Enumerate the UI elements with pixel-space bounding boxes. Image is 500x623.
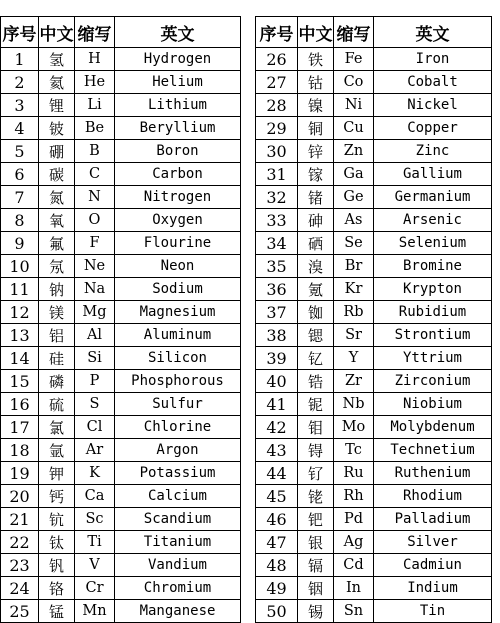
- element-english-name: Selenium: [374, 232, 492, 255]
- element-english-name: Neon: [115, 255, 241, 278]
- element-chinese-name: 铷: [298, 301, 334, 324]
- element-chinese-name: 铝: [39, 324, 75, 347]
- element-number: 25: [1, 600, 39, 623]
- element-number: 20: [1, 485, 39, 508]
- element-number: 24: [1, 577, 39, 600]
- element-symbol: Ne: [75, 255, 115, 278]
- element-number: 6: [1, 163, 39, 186]
- element-english-name: Rhodium: [374, 485, 492, 508]
- element-english-name: Magnesium: [115, 301, 241, 324]
- element-chinese-name: 氩: [39, 439, 75, 462]
- element-symbol: Kr: [334, 278, 374, 301]
- element-symbol: Pd: [334, 508, 374, 531]
- table-row: [256, 554, 492, 577]
- element-chinese-name: 溴: [298, 255, 334, 278]
- header-number: 序号: [1, 17, 39, 48]
- element-symbol: Cr: [75, 577, 115, 600]
- header-symbol: 缩写: [334, 17, 374, 48]
- element-symbol: Cd: [334, 554, 374, 577]
- element-chinese-name: 氮: [39, 186, 75, 209]
- header-symbol: 缩写: [75, 17, 115, 48]
- element-english-name: Nickel: [374, 94, 492, 117]
- element-number: 11: [1, 278, 39, 301]
- element-english-name: Bromine: [374, 255, 492, 278]
- table-row: [1, 186, 241, 209]
- element-english-name: Aluminum: [115, 324, 241, 347]
- element-number: 47: [256, 531, 298, 554]
- header-english-name: 英文: [374, 17, 492, 48]
- element-symbol: Ti: [75, 531, 115, 554]
- element-symbol: Mn: [75, 600, 115, 623]
- element-english-name: Arsenic: [374, 209, 492, 232]
- element-english-name: Helium: [115, 71, 241, 94]
- element-chinese-name: 碳: [39, 163, 75, 186]
- element-english-name: Iron: [374, 48, 492, 71]
- element-chinese-name: 钪: [39, 508, 75, 531]
- element-english-name: Carbon: [115, 163, 241, 186]
- element-chinese-name: 钴: [298, 71, 334, 94]
- element-chinese-name: 铜: [298, 117, 334, 140]
- element-number: 36: [256, 278, 298, 301]
- element-symbol: Cl: [75, 416, 115, 439]
- element-table-right-body: [256, 48, 492, 623]
- element-number: 23: [1, 554, 39, 577]
- element-chinese-name: 氧: [39, 209, 75, 232]
- element-symbol: Ge: [334, 186, 374, 209]
- element-chinese-name: 铁: [298, 48, 334, 71]
- element-number: 39: [256, 347, 298, 370]
- table-row: [1, 416, 241, 439]
- element-english-name: Cadmiun: [374, 554, 492, 577]
- element-number: 49: [256, 577, 298, 600]
- element-chinese-name: 锌: [298, 140, 334, 163]
- table-row: [1, 485, 241, 508]
- element-table-left: [0, 16, 241, 623]
- element-symbol: N: [75, 186, 115, 209]
- element-number: 38: [256, 324, 298, 347]
- table-row: [1, 347, 241, 370]
- element-english-name: Oxygen: [115, 209, 241, 232]
- table-row: [1, 600, 241, 623]
- element-chinese-name: 钼: [298, 416, 334, 439]
- element-symbol: Co: [334, 71, 374, 94]
- element-english-name: Beryllium: [115, 117, 241, 140]
- element-number: 5: [1, 140, 39, 163]
- element-number: 22: [1, 531, 39, 554]
- element-number: 16: [1, 393, 39, 416]
- table-row: [256, 416, 492, 439]
- element-symbol: P: [75, 370, 115, 393]
- element-symbol: Al: [75, 324, 115, 347]
- element-chinese-name: 钠: [39, 278, 75, 301]
- element-english-name: Zirconium: [374, 370, 492, 393]
- table-row: [256, 324, 492, 347]
- element-chinese-name: 锶: [298, 324, 334, 347]
- element-chinese-name: 铬: [39, 577, 75, 600]
- element-number: 31: [256, 163, 298, 186]
- element-symbol: Y: [334, 347, 374, 370]
- element-chinese-name: 磷: [39, 370, 75, 393]
- element-english-name: Zinc: [374, 140, 492, 163]
- element-english-name: Silver: [374, 531, 492, 554]
- element-number: 2: [1, 71, 39, 94]
- table-row: [256, 71, 492, 94]
- element-symbol: Se: [334, 232, 374, 255]
- element-symbol: Ga: [334, 163, 374, 186]
- element-symbol: Cu: [334, 117, 374, 140]
- table-row: [256, 255, 492, 278]
- element-number: 40: [256, 370, 298, 393]
- table-row: [256, 48, 492, 71]
- element-chinese-name: 锆: [298, 370, 334, 393]
- element-chinese-name: 硅: [39, 347, 75, 370]
- element-number: 8: [1, 209, 39, 232]
- element-english-name: Chromium: [115, 577, 241, 600]
- element-english-name: Molybdenum: [374, 416, 492, 439]
- element-symbol: In: [334, 577, 374, 600]
- element-number: 3: [1, 94, 39, 117]
- element-number: 30: [256, 140, 298, 163]
- element-number: 45: [256, 485, 298, 508]
- table-row: [1, 71, 241, 94]
- table-row: [256, 600, 492, 623]
- element-chinese-name: 铟: [298, 577, 334, 600]
- table-row: [1, 301, 241, 324]
- element-symbol: Nb: [334, 393, 374, 416]
- element-english-name: Sulfur: [115, 393, 241, 416]
- element-chinese-name: 氯: [39, 416, 75, 439]
- element-symbol: Zr: [334, 370, 374, 393]
- element-english-name: Boron: [115, 140, 241, 163]
- element-symbol: Sc: [75, 508, 115, 531]
- element-english-name: Potassium: [115, 462, 241, 485]
- element-chinese-name: 银: [298, 531, 334, 554]
- table-row: [1, 278, 241, 301]
- element-number: 15: [1, 370, 39, 393]
- element-english-name: Calcium: [115, 485, 241, 508]
- table-row: [256, 163, 492, 186]
- element-number: 28: [256, 94, 298, 117]
- element-chinese-name: 钯: [298, 508, 334, 531]
- element-symbol: Fe: [334, 48, 374, 71]
- element-symbol: Tc: [334, 439, 374, 462]
- element-symbol: Si: [75, 347, 115, 370]
- element-chinese-name: 氟: [39, 232, 75, 255]
- element-chinese-name: 砷: [298, 209, 334, 232]
- element-table-right: [255, 16, 492, 623]
- element-number: 26: [256, 48, 298, 71]
- element-english-name: Sodium: [115, 278, 241, 301]
- element-symbol: Br: [334, 255, 374, 278]
- element-chinese-name: 钾: [39, 462, 75, 485]
- element-english-name: Titanium: [115, 531, 241, 554]
- element-chinese-name: 镓: [298, 163, 334, 186]
- element-number: 4: [1, 117, 39, 140]
- element-english-name: Silicon: [115, 347, 241, 370]
- element-chinese-name: 硒: [298, 232, 334, 255]
- element-symbol: Rb: [334, 301, 374, 324]
- table-row: [256, 370, 492, 393]
- element-chinese-name: 锂: [39, 94, 75, 117]
- table-row: [256, 278, 492, 301]
- element-symbol: B: [75, 140, 115, 163]
- element-symbol: Mg: [75, 301, 115, 324]
- table-row: [1, 393, 241, 416]
- table-row: [256, 393, 492, 416]
- table-row: [256, 531, 492, 554]
- element-symbol: C: [75, 163, 115, 186]
- element-symbol: Mo: [334, 416, 374, 439]
- element-english-name: Chlorine: [115, 416, 241, 439]
- element-english-name: Nitrogen: [115, 186, 241, 209]
- element-number: 43: [256, 439, 298, 462]
- element-number: 32: [256, 186, 298, 209]
- element-number: 34: [256, 232, 298, 255]
- table-row: [256, 439, 492, 462]
- element-number: 50: [256, 600, 298, 623]
- table-row: [256, 485, 492, 508]
- element-symbol: Rh: [334, 485, 374, 508]
- element-english-name: Lithium: [115, 94, 241, 117]
- element-symbol: O: [75, 209, 115, 232]
- element-number: 19: [1, 462, 39, 485]
- table-row: [1, 48, 241, 71]
- table-row: [256, 232, 492, 255]
- table-row: [256, 186, 492, 209]
- element-number: 46: [256, 508, 298, 531]
- element-chinese-name: 钛: [39, 531, 75, 554]
- element-symbol: V: [75, 554, 115, 577]
- element-english-name: Yttrium: [374, 347, 492, 370]
- element-english-name: Manganese: [115, 600, 241, 623]
- element-symbol: Ar: [75, 439, 115, 462]
- element-chinese-name: 氖: [39, 255, 75, 278]
- element-number: 48: [256, 554, 298, 577]
- element-symbol: Zn: [334, 140, 374, 163]
- element-number: 17: [1, 416, 39, 439]
- element-english-name: Tin: [374, 600, 492, 623]
- element-chinese-name: 锰: [39, 600, 75, 623]
- table-row: [256, 301, 492, 324]
- element-symbol: He: [75, 71, 115, 94]
- table-row: [1, 255, 241, 278]
- element-number: 27: [256, 71, 298, 94]
- element-chinese-name: 氦: [39, 71, 75, 94]
- element-english-name: Rubidium: [374, 301, 492, 324]
- element-number: 37: [256, 301, 298, 324]
- element-english-name: Germanium: [374, 186, 492, 209]
- element-number: 10: [1, 255, 39, 278]
- element-number: 42: [256, 416, 298, 439]
- element-chinese-name: 硫: [39, 393, 75, 416]
- element-english-name: Argon: [115, 439, 241, 462]
- element-number: 9: [1, 232, 39, 255]
- element-english-name: Krypton: [374, 278, 492, 301]
- element-english-name: Copper: [374, 117, 492, 140]
- element-chinese-name: 氪: [298, 278, 334, 301]
- element-number: 13: [1, 324, 39, 347]
- element-english-name: Strontium: [374, 324, 492, 347]
- table-row: [1, 117, 241, 140]
- table-row: [1, 577, 241, 600]
- element-chinese-name: 氢: [39, 48, 75, 71]
- table-row: [1, 508, 241, 531]
- element-symbol: As: [334, 209, 374, 232]
- table-row: [256, 140, 492, 163]
- element-chinese-name: 钙: [39, 485, 75, 508]
- table-row: [256, 347, 492, 370]
- element-symbol: F: [75, 232, 115, 255]
- element-symbol: S: [75, 393, 115, 416]
- element-symbol: Ru: [334, 462, 374, 485]
- header-row: [1, 17, 241, 48]
- element-number: 1: [1, 48, 39, 71]
- element-english-name: Ruthenium: [374, 462, 492, 485]
- element-symbol: Ni: [334, 94, 374, 117]
- element-chinese-name: 镁: [39, 301, 75, 324]
- element-english-name: Phosphorous: [115, 370, 241, 393]
- table-row: [256, 508, 492, 531]
- element-symbol: Ag: [334, 531, 374, 554]
- element-number: 7: [1, 186, 39, 209]
- table-row: [256, 462, 492, 485]
- element-english-name: Hydrogen: [115, 48, 241, 71]
- element-chinese-name: 铍: [39, 117, 75, 140]
- element-english-name: Indium: [374, 577, 492, 600]
- element-english-name: Niobium: [374, 393, 492, 416]
- table-row: [1, 209, 241, 232]
- element-english-name: Gallium: [374, 163, 492, 186]
- element-chinese-name: 钌: [298, 462, 334, 485]
- element-symbol: Ca: [75, 485, 115, 508]
- element-chinese-name: 锗: [298, 186, 334, 209]
- element-english-name: Palladium: [374, 508, 492, 531]
- table-row: [1, 324, 241, 347]
- element-number: 21: [1, 508, 39, 531]
- element-chinese-name: 铑: [298, 485, 334, 508]
- element-chinese-name: 铌: [298, 393, 334, 416]
- element-chinese-name: 镍: [298, 94, 334, 117]
- element-number: 41: [256, 393, 298, 416]
- table-row: [1, 163, 241, 186]
- element-chinese-name: 钇: [298, 347, 334, 370]
- element-table-left-body: [1, 48, 241, 623]
- element-symbol: K: [75, 462, 115, 485]
- table-row: [1, 531, 241, 554]
- element-number: 18: [1, 439, 39, 462]
- element-number: 29: [256, 117, 298, 140]
- table-row: [256, 577, 492, 600]
- table-row: [1, 439, 241, 462]
- table-row: [1, 232, 241, 255]
- header-row: [256, 17, 492, 48]
- table-row: [1, 370, 241, 393]
- element-chinese-name: 镉: [298, 554, 334, 577]
- element-english-name: Vandium: [115, 554, 241, 577]
- header-chinese-name: 中文: [298, 17, 334, 48]
- element-english-name: Technetium: [374, 439, 492, 462]
- element-number: 12: [1, 301, 39, 324]
- element-number: 33: [256, 209, 298, 232]
- element-chinese-name: 钒: [39, 554, 75, 577]
- table-row: [256, 117, 492, 140]
- element-chinese-name: 锝: [298, 439, 334, 462]
- element-number: 35: [256, 255, 298, 278]
- element-symbol: H: [75, 48, 115, 71]
- table-row: [256, 94, 492, 117]
- element-chinese-name: 硼: [39, 140, 75, 163]
- element-symbol: Li: [75, 94, 115, 117]
- element-number: 14: [1, 347, 39, 370]
- element-chinese-name: 锡: [298, 600, 334, 623]
- header-chinese-name: 中文: [39, 17, 75, 48]
- element-english-name: Flourine: [115, 232, 241, 255]
- header-number: 序号: [256, 17, 298, 48]
- table-row: [1, 462, 241, 485]
- element-symbol: Sn: [334, 600, 374, 623]
- header-english-name: 英文: [115, 17, 241, 48]
- table-row: [1, 554, 241, 577]
- table-row: [1, 140, 241, 163]
- element-number: 44: [256, 462, 298, 485]
- element-symbol: Na: [75, 278, 115, 301]
- element-english-name: Scandium: [115, 508, 241, 531]
- table-row: [1, 94, 241, 117]
- element-symbol: Be: [75, 117, 115, 140]
- table-row: [256, 209, 492, 232]
- element-symbol: Sr: [334, 324, 374, 347]
- element-english-name: Cobalt: [374, 71, 492, 94]
